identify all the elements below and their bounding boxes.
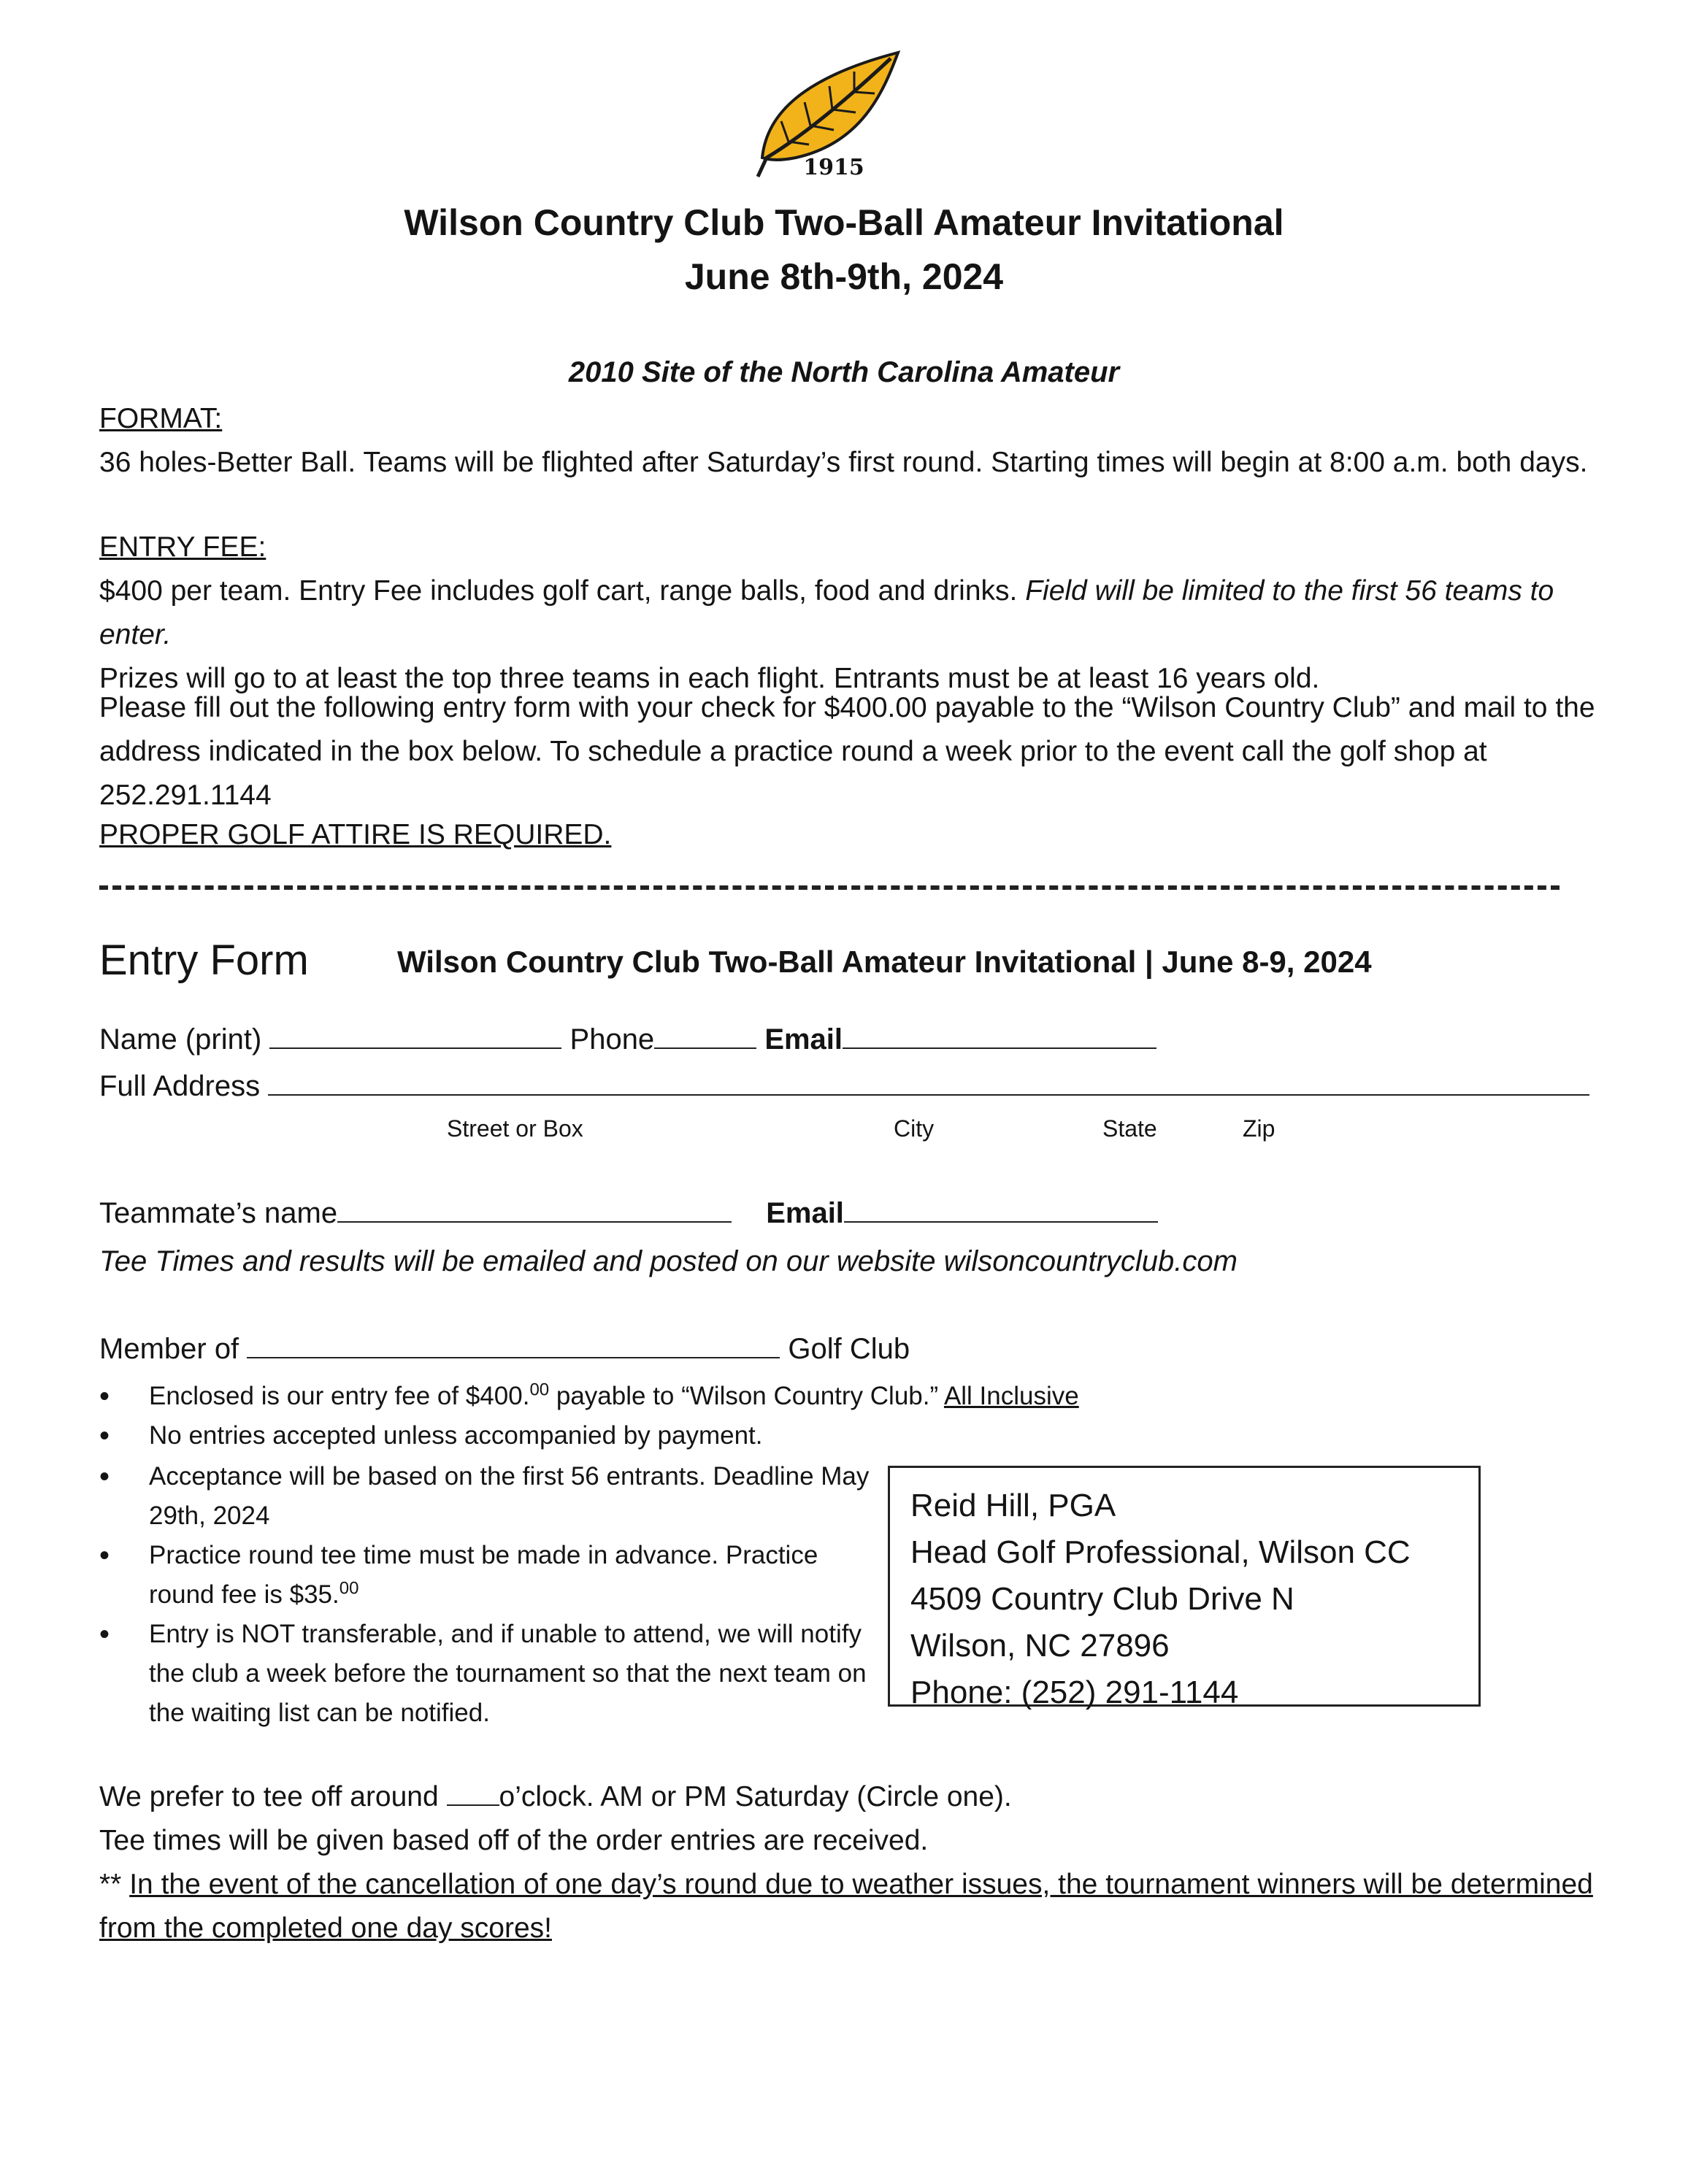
logo-year: 1915 — [803, 155, 864, 180]
street-label: Street or Box — [447, 1115, 583, 1142]
terms-first — [99, 1377, 1530, 1456]
tee-pref-text-a: We prefer to tee off around — [99, 1781, 447, 1812]
cut-line — [99, 885, 1560, 890]
member-row — [99, 1333, 910, 1366]
format-text: 36 holes-Better Ball. Teams will be flighted after Saturday’s first round. Starting times will begin at 8:00 a.m. both days. — [99, 447, 1588, 478]
all-inclusive-text: All Inclusive — [943, 1382, 1079, 1410]
page-title: Wilson Country Club Two-Ball Amateur Invitational — [404, 202, 1284, 243]
entry-fee-limit: Field will be limited to the first 56 teams to enter. — [99, 575, 1554, 650]
mail-to-line4: Wilson, NC 27896 — [910, 1628, 1170, 1664]
terms-list — [99, 1457, 873, 1733]
list-item — [99, 1536, 873, 1615]
mail-to-line2: Head Golf Professional, Wilson CC — [910, 1534, 1411, 1570]
format-heading: FORMAT: — [99, 403, 223, 434]
mail-to-box — [888, 1466, 1481, 1710]
stars: ** — [99, 1869, 130, 1900]
golf-club-label: Golf Club — [788, 1333, 910, 1365]
list-item: • Entry is NOT transferable, and if unable to attend, we will notify the club a week before the tournament so that the next team on the waiting list can be notified. — [99, 1615, 873, 1733]
entry-form-heading: Entry Form — [99, 937, 309, 984]
bullet-1-text-b: payable to “Wilson Country Club.” — [549, 1382, 944, 1410]
member-club-field[interactable] — [247, 1337, 780, 1358]
teammate-label: Teammate’s name — [99, 1197, 338, 1229]
teammate-field[interactable] — [337, 1201, 732, 1223]
email-field[interactable] — [843, 1027, 1156, 1049]
event-dates: June 8th-9th, 2024 — [684, 256, 1004, 297]
entry-fee-text — [99, 569, 1596, 701]
phone-field[interactable] — [654, 1027, 756, 1049]
bullet-4-text: Practice round tee time must be made in advance. Practice round fee is $35. — [149, 1541, 818, 1609]
entry-fee-text-a: $400 per team. Entry Fee includes golf cart, range balls, food and drinks. — [99, 575, 1018, 607]
teammate-row — [99, 1197, 1158, 1230]
entry-fee-heading: ENTRY FEE: — [99, 531, 266, 563]
bullet-4-sup: 00 — [339, 1578, 359, 1599]
tee-times-note: Tee Times and results will be emailed and posted on our website wilsoncountryclub.com — [99, 1245, 1238, 1277]
attire-notice: PROPER GOLF ATTIRE IS REQUIRED. — [99, 819, 612, 850]
order-note: Tee times will be given based off of the order entries are received. — [99, 1825, 929, 1856]
mail-to-line3: 4509 Country Club Drive N — [910, 1581, 1294, 1617]
subtitle: 2010 Site of the North Carolina Amateur — [568, 356, 1120, 388]
bullet-1-sup: 00 — [529, 1380, 550, 1400]
city-label: City — [894, 1115, 935, 1142]
instructions: Please fill out the following entry form with your check for $400.00 payable to the “Wilson Country Club” and mail to the address indicated in the box below. To schedule a practice round a week prior to the event call the golf shop at 252.291.1144 — [99, 692, 1595, 811]
mail-to-line5: Phone: (252) 291-1144 — [910, 1674, 1239, 1710]
bullet-1-text: Enclosed is our entry fee of $400. — [149, 1382, 530, 1410]
cancel-note-text: In the event of the cancellation of one day’s round due to weather issues, the tournament winners will be determined from the completed one day scores! — [99, 1869, 1593, 1944]
member-label: Member of — [99, 1333, 239, 1365]
name-field[interactable] — [269, 1027, 561, 1049]
mail-to-line1: Reid Hill, PGA — [910, 1488, 1116, 1523]
address-field[interactable] — [268, 1074, 1589, 1096]
state-label: State — [1102, 1115, 1157, 1142]
address-label: Full Address — [99, 1070, 261, 1102]
list-item: • Acceptance will be based on the first 56 entrants. Deadline May 29th, 2024 — [99, 1457, 873, 1536]
address-row — [99, 1070, 1589, 1103]
zip-label: Zip — [1243, 1115, 1275, 1142]
entry-form-event: Wilson Country Club Two-Ball Amateur Invitational | June 8-9, 2024 — [397, 945, 1372, 979]
teammate-email-field[interactable] — [844, 1201, 1158, 1223]
cancellation-note — [99, 1863, 1596, 1950]
entry-fee-text-b: Prizes will go to at least the top three teams in each flight. Entrants must be at least 16 years old. — [99, 663, 1320, 694]
tee-pref-text-b: o’clock. AM or PM Saturday (Circle one). — [499, 1781, 1012, 1812]
name-label: Name (print) — [99, 1023, 262, 1056]
list-item — [99, 1377, 1530, 1416]
email-label: Email — [764, 1023, 843, 1056]
teammate-email-label: Email — [766, 1197, 844, 1229]
tee-preference — [99, 1775, 1596, 1819]
tee-time-field[interactable] — [447, 1784, 499, 1806]
phone-label: Phone — [569, 1023, 655, 1056]
name-row — [99, 1023, 1156, 1056]
list-item: • No entries accepted unless accompanied by payment. — [99, 1416, 1530, 1456]
